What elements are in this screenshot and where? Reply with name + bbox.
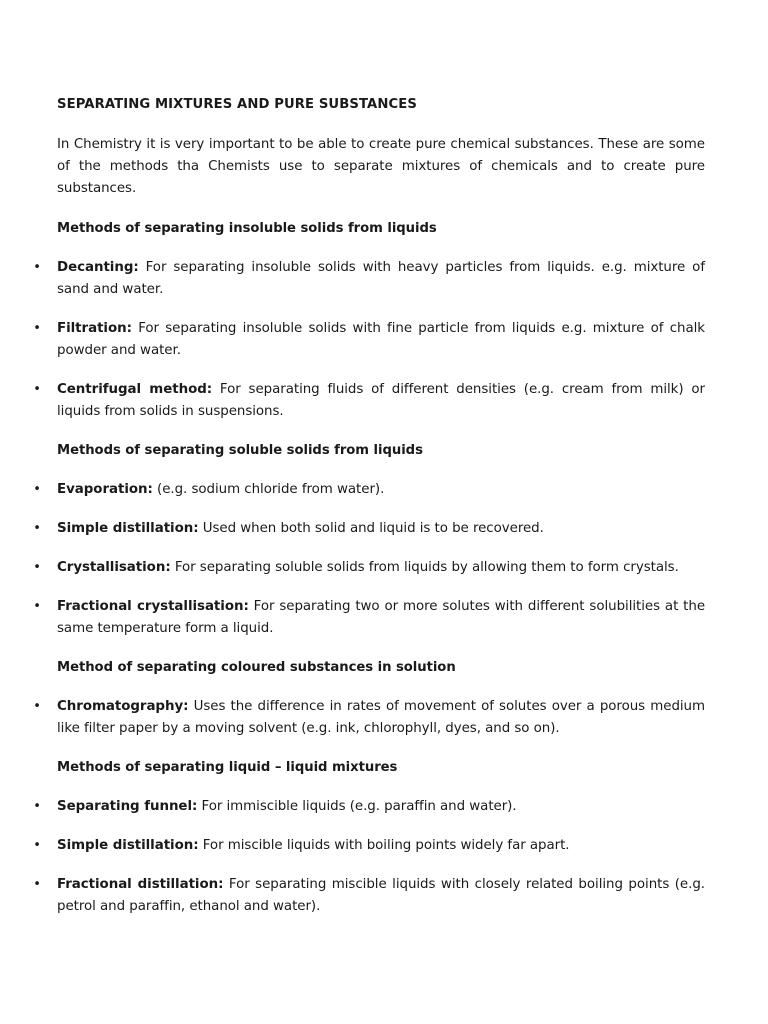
method-description: For miscible liquids with boiling points widely far apart. (198, 838, 570, 853)
method-list (33, 257, 705, 423)
method-term: Fractional crystallisation: (57, 599, 249, 614)
method-description: For separating miscible liquids with closely related boiling points (e.g. petrol and paraffin, ethanol and water). (57, 877, 705, 914)
method-list (33, 696, 705, 740)
method-description: For immiscible liquids (e.g. paraffin and water). (197, 799, 517, 814)
method-description: Used when both solid and liquid is to be recovered. (198, 521, 544, 536)
section-heading: Methods of separating liquid – liquid mixtures (57, 760, 398, 775)
bullet-icon: • (33, 560, 41, 575)
method-term: Simple distillation: (57, 521, 199, 536)
method-term: Centrifugal method: (57, 382, 213, 397)
bullet-icon: • (33, 877, 41, 892)
method-description: For separating fluids of different densities (e.g. cream from milk) or liquids from solids in suspensions. (57, 382, 705, 419)
method-list (33, 479, 706, 640)
bullet-icon: • (33, 599, 41, 614)
method-item (33, 696, 705, 740)
method-term: Separating funnel: (57, 799, 198, 814)
method-item (33, 257, 705, 301)
method-term: Crystallisation: (57, 560, 171, 575)
bullet-icon: • (33, 799, 41, 814)
section-heading: Methods of separating soluble solids from liquids (57, 443, 423, 458)
method-term: Fractional distillation: (57, 877, 224, 892)
method-item (33, 557, 705, 579)
method-term: Chromatography: (57, 699, 189, 714)
method-item (33, 518, 705, 540)
method-description: For separating insoluble solids with heavy particles from liquids. e.g. mixture of sand and water. (57, 260, 705, 297)
document-content (33, 94, 706, 935)
method-description: For separating soluble solids from liquids by allowing them to form crystals. (170, 560, 679, 575)
method-item (33, 479, 705, 501)
method-term: Simple distillation: (57, 838, 199, 853)
method-item (33, 379, 705, 423)
method-term: Filtration: (57, 321, 132, 336)
bullet-icon: • (33, 382, 41, 397)
bullet-icon: • (33, 838, 41, 853)
section-heading: Method of separating coloured substances in solution (57, 660, 456, 675)
method-description: For separating two or more solutes with different solubilities at the same temperature form a liquid. (57, 599, 706, 636)
method-list (33, 796, 705, 918)
method-term: Evaporation: (57, 482, 153, 497)
bullet-icon: • (33, 521, 41, 536)
document-title: SEPARATING MIXTURES AND PURE SUBSTANCES (57, 97, 417, 112)
method-term: Decanting: (57, 260, 139, 275)
section-heading: Methods of separating insoluble solids from liquids (57, 221, 437, 236)
method-description: For separating insoluble solids with fine particle from liquids e.g. mixture of chalk powder and water. (57, 321, 705, 358)
method-item (33, 835, 705, 857)
intro-paragraph: In Chemistry it is very important to be able to create pure chemical substances. These are some of the methods tha Chemists use to separate mixtures of chemicals and to create pure substances. (57, 137, 705, 196)
method-item (33, 596, 706, 640)
bullet-icon: • (33, 699, 41, 714)
bullet-icon: • (33, 321, 41, 336)
method-item (33, 796, 705, 818)
bullet-icon: • (33, 260, 41, 275)
method-description: Uses the difference in rates of movement of solutes over a porous medium like filter paper by a moving solvent (e.g. ink, chlorophyll, dyes, and so on). (57, 699, 705, 736)
method-description: (e.g. sodium chloride from water). (152, 482, 385, 497)
bullet-icon: • (33, 482, 41, 497)
method-item (33, 318, 705, 362)
method-item (33, 874, 705, 918)
